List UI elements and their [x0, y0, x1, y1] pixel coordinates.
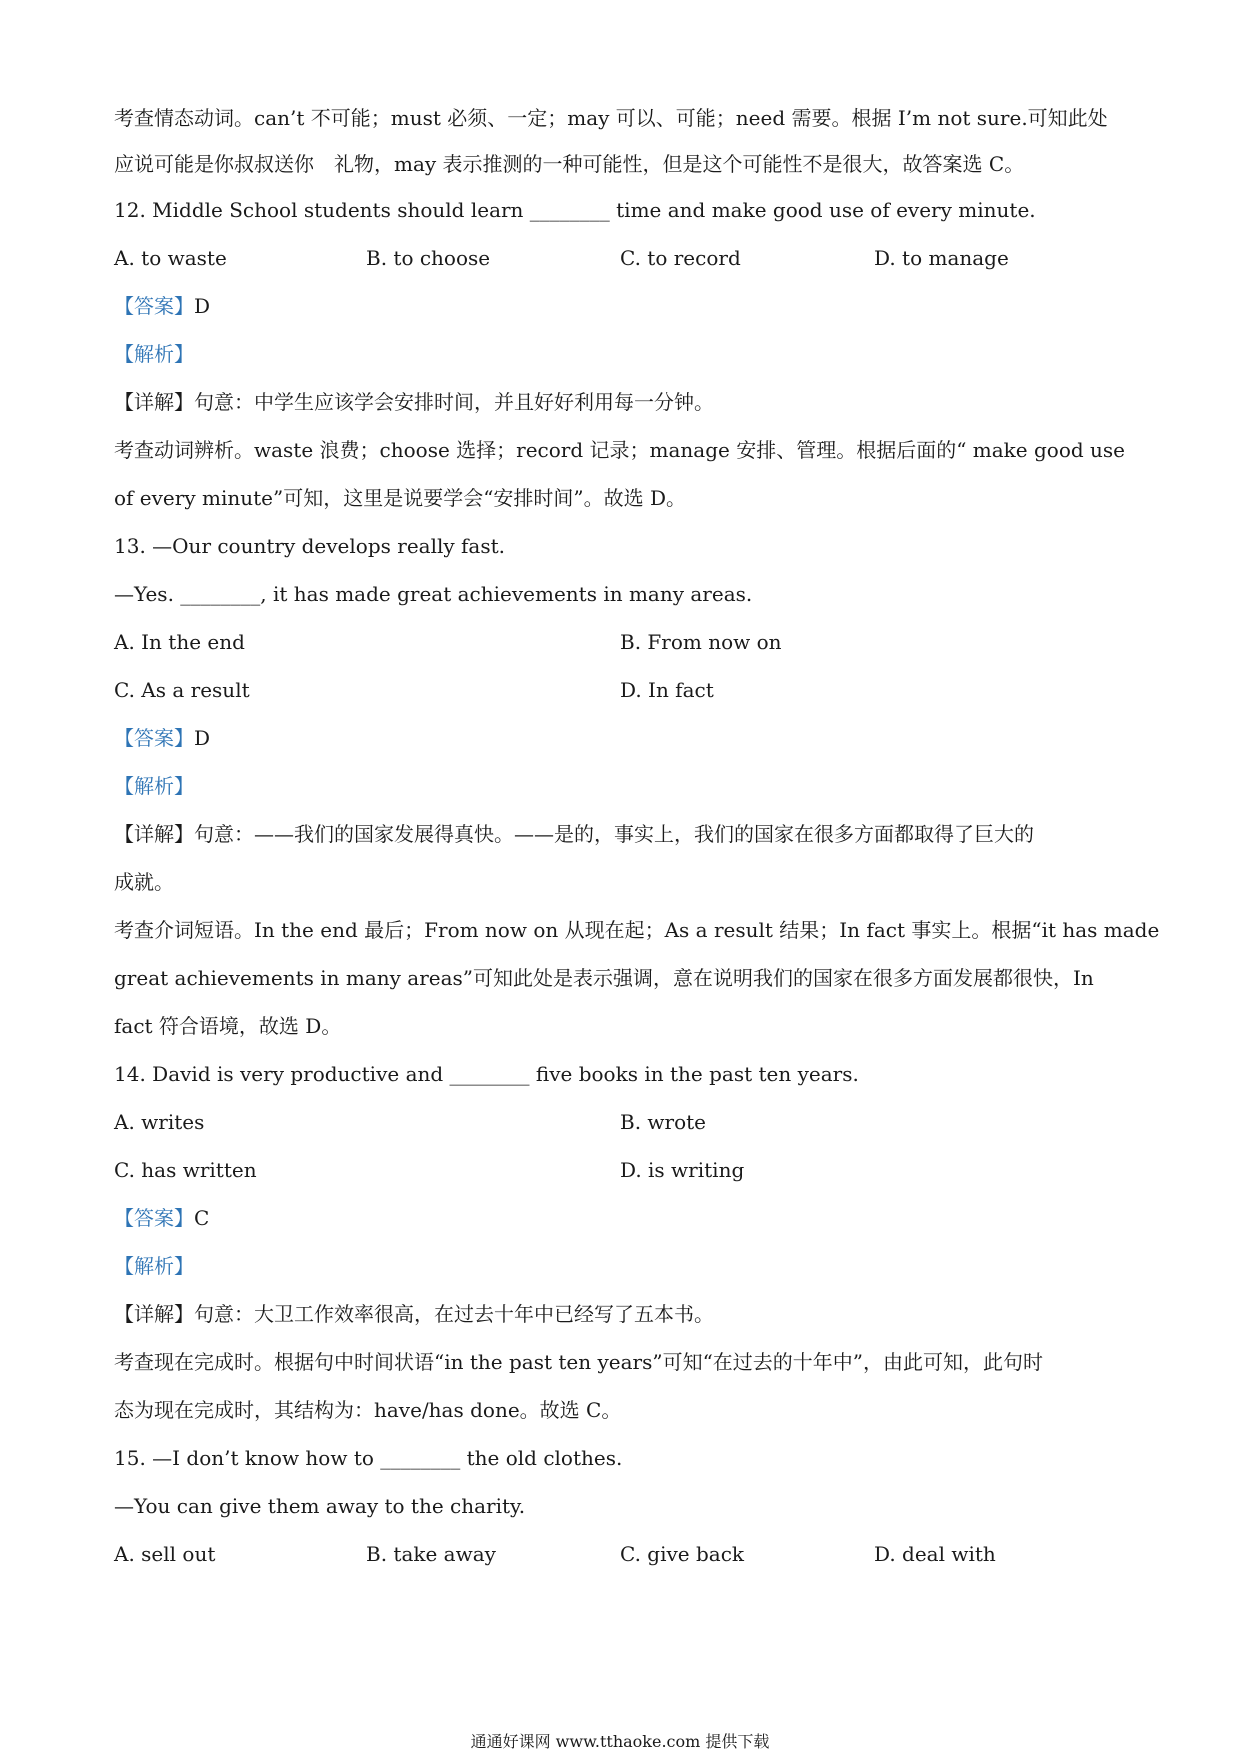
q14-explanation-line-1: 考查现在完成时。根据句中时间状语“in the past ten years”可知“在过去的十年中”，由此可知，此句时 — [114, 1350, 1044, 1374]
q12-option-a: A. to waste — [114, 246, 227, 270]
q14-answer — [114, 1204, 1134, 1232]
detail-label: 【详解】 — [114, 1302, 194, 1326]
q13-answer — [114, 724, 1134, 752]
q13-analysis-label — [114, 772, 1134, 800]
q14-explanation-line-2: 态为现在完成时，其结构为：have/has done。故选 C。 — [114, 1398, 622, 1422]
detail-text: 句意：——我们的国家发展得真快。——是的，事实上，我们的国家在很多方面都取得了巨大的 — [194, 822, 1034, 846]
q13-stem-line-1: 13. —Our country develops really fast. — [114, 534, 506, 558]
q14-option-d: D. is writing — [620, 1158, 745, 1182]
intro-explanation-line-1: 考查情态动词。can’t 不可能；must 必须、一定；may 可以、可能；need 需要。根据 I’m not sure.可知此处 — [114, 106, 1108, 130]
q15-option-d: D. deal with — [874, 1542, 996, 1566]
answer-value: D — [194, 726, 211, 750]
detail-text: 句意：大卫工作效率很高，在过去十年中已经写了五本书。 — [194, 1302, 714, 1326]
q12-explanation-line-2: of every minute”可知，这里是说要学会“安排时间”。故选 D。 — [114, 486, 687, 510]
answer-value: C — [194, 1206, 210, 1230]
q14-option-c: C. has written — [114, 1158, 257, 1182]
q13-option-a: A. In the end — [114, 630, 245, 654]
q15-option-b: B. take away — [366, 1542, 496, 1566]
q12-detail — [114, 388, 1134, 416]
q14-option-a: A. writes — [114, 1110, 205, 1134]
intro-explanation-line-2: 应说可能是你叔叔送你 礼物，may 表示推测的一种可能性，但是这个可能性不是很大，故答案选 C。 — [114, 152, 1025, 176]
q13-explanation-line-1: 考查介词短语。In the end 最后；From now on 从现在起；As a result 结果；In fact 事实上。根据“it has made — [114, 918, 1160, 942]
q14-analysis-label — [114, 1252, 1134, 1280]
answer-value: D — [194, 294, 211, 318]
q12-option-d: D. to manage — [874, 246, 1009, 270]
detail-label: 【详解】 — [114, 822, 194, 846]
q15-option-c: C. give back — [620, 1542, 745, 1566]
q13-explanation-line-2: great achievements in many areas”可知此处是表示强调，意在说明我们的国家在很多方面发展都很快，In — [114, 966, 1094, 990]
q12-option-c: C. to record — [620, 246, 741, 270]
detail-label: 【详解】 — [114, 390, 194, 414]
detail-text: 句意：中学生应该学会安排时间，并且好好利用每一分钟。 — [194, 390, 714, 414]
q12-analysis-label — [114, 340, 1134, 368]
q14-stem: 14. David is very productive and ________ five books in the past ten years. — [114, 1062, 859, 1086]
q13-option-c: C. As a result — [114, 678, 250, 702]
analysis-label: 【解析】 — [114, 342, 194, 366]
q13-detail-line-2: 成就。 — [114, 870, 174, 894]
q12-stem: 12. Middle School students should learn ________ time and make good use of every minute. — [114, 198, 1036, 222]
q15-option-a: A. sell out — [114, 1542, 216, 1566]
analysis-label: 【解析】 — [114, 1254, 194, 1278]
analysis-label: 【解析】 — [114, 774, 194, 798]
q15-stem-line-1: 15. —I don’t know how to ________ the old clothes. — [114, 1446, 623, 1470]
answer-label: 【答案】 — [114, 1206, 194, 1230]
q13-explanation-line-3: fact 符合语境，故选 D。 — [114, 1014, 342, 1038]
answer-label: 【答案】 — [114, 726, 194, 750]
q12-answer — [114, 292, 1134, 320]
q12-option-b: B. to choose — [366, 246, 491, 270]
footer-watermark: 通通好课网 www.tthaoke.com 提供下载 — [470, 1732, 770, 1751]
q13-stem-line-2: —Yes. ________, it has made great achievements in many areas. — [114, 582, 753, 606]
q15-stem-line-2: —You can give them away to the charity. — [114, 1494, 526, 1518]
q13-detail-line-1 — [114, 820, 1134, 848]
q14-detail — [114, 1300, 1134, 1328]
q14-option-b: B. wrote — [620, 1110, 707, 1134]
answer-label: 【答案】 — [114, 294, 194, 318]
q13-option-b: B. From now on — [620, 630, 782, 654]
q12-explanation-line-1: 考查动词辨析。waste 浪费；choose 选择；record 记录；manage 安排、管理。根据后面的“ make good use — [114, 438, 1126, 462]
q13-option-d: D. In fact — [620, 678, 714, 702]
